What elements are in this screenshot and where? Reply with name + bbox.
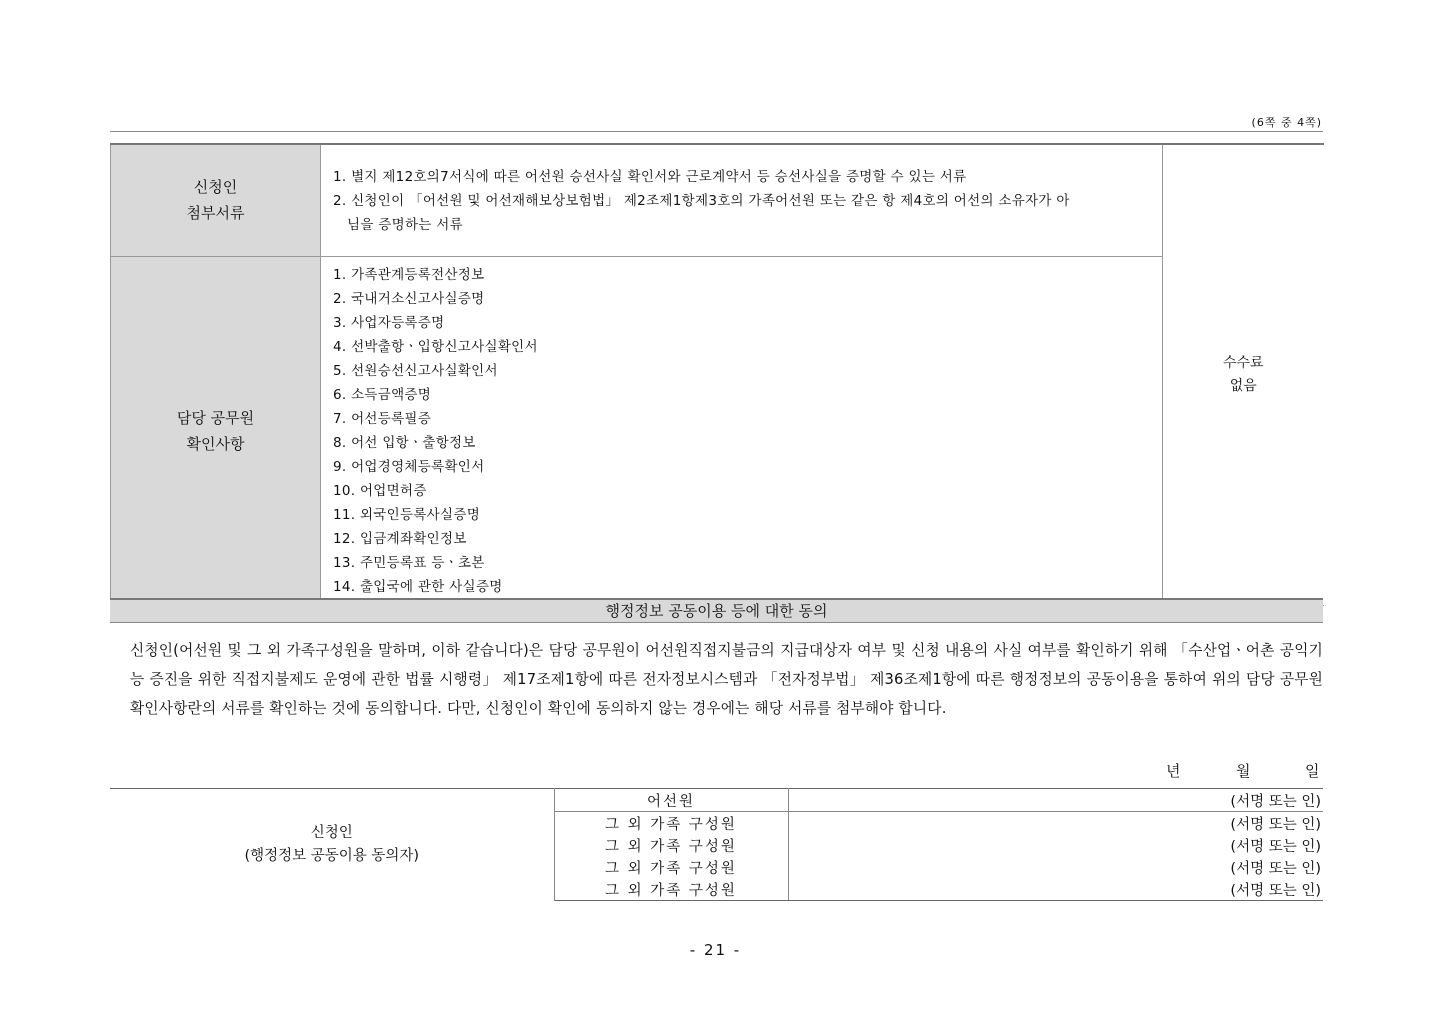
fee-value: 없음 bbox=[1229, 377, 1257, 394]
date-year-label: 년 bbox=[1166, 762, 1181, 780]
date-day-label: 일 bbox=[1305, 762, 1320, 780]
applicant-cell bbox=[110, 789, 554, 901]
signer-role: 그 외 가족 구성원 bbox=[554, 856, 788, 878]
list-item: 9. 어업경영체등록확인서 bbox=[333, 458, 485, 475]
signature-field[interactable]: (서명 또는 인) bbox=[788, 789, 1323, 812]
applicant-label: 신청인 bbox=[310, 824, 353, 841]
fee-label: 수수료 bbox=[1222, 354, 1264, 371]
attachment-item-2-cont: 님을 증명하는 서류 bbox=[347, 217, 463, 233]
signature-table bbox=[110, 788, 1323, 901]
list-item: 4. 선박출항ㆍ입항신고사실확인서 bbox=[333, 338, 538, 355]
officer-check-label-line1: 담당 공무원 bbox=[176, 408, 255, 427]
list-item: 12. 입금계좌확인정보 bbox=[333, 530, 467, 547]
list-item: 13. 주민등록표 등ㆍ초본 bbox=[333, 554, 485, 571]
attachments-row bbox=[111, 144, 1324, 256]
list-item: 10. 어업면허증 bbox=[333, 482, 427, 499]
attachments-label-line1: 신청인 bbox=[193, 178, 238, 197]
signer-role: 어선원 bbox=[554, 789, 788, 812]
list-item: 7. 어선등록필증 bbox=[333, 410, 432, 427]
signer-role: 그 외 가족 구성원 bbox=[554, 834, 788, 856]
top-rule bbox=[110, 131, 1323, 132]
attachments-label-line2: 첨부서류 bbox=[186, 204, 245, 223]
signature-field[interactable]: (서명 또는 인) bbox=[1230, 838, 1321, 855]
list-item: 14. 출입국에 관한 사실증명 bbox=[333, 578, 503, 595]
signature-field[interactable]: (서명 또는 인) bbox=[1230, 816, 1321, 833]
signer-role: 그 외 가족 구성원 bbox=[554, 878, 788, 901]
list-item: 8. 어선 입항ㆍ출항정보 bbox=[333, 434, 476, 451]
attachment-item-2: 2. 신청인이 「어선원 및 어선재해보상보험법」 제2조제1항제3호의 가족어선원 또는 같은 항 제4호의 어선의 소유자가 아 bbox=[333, 193, 1070, 209]
consent-body: 신청인(어선원 및 그 외 가족구성원을 말하며, 이하 같습니다)은 담당 공무원이 어선원직접지불금의 지급대상자 여부 및 신청 내용의 사실 여부를 확인하기 위해 「수산업ㆍ어촌 공익기능 증진을 위한 직접지불제도 운영에 관한 법률 시행령」 제17조제1항에 따른 전자정보시스템과 「전자정부법」 제36조제1항에 따른 행정정보의 공동이용을 통하여 위의 담당 공무원 확인사항란의 서류를 확인하는 것에 동의합니다. 다만, 신청인이 확인에 동의하지 않는 경우에는 해당 서류를 첨부해야 합니다. bbox=[130, 642, 1324, 717]
list-item: 5. 선원승선신고사실확인서 bbox=[333, 362, 498, 379]
consent-heading: 행정정보 공동이용 등에 대한 동의 bbox=[110, 598, 1323, 623]
attachments-list bbox=[321, 144, 1163, 256]
officer-check-list bbox=[321, 256, 1163, 605]
page-label: (6쪽 중 4쪽) bbox=[1251, 116, 1322, 129]
list-item: 6. 소득금액증명 bbox=[333, 386, 432, 403]
signature-field[interactable]: (서명 또는 인) bbox=[788, 878, 1323, 901]
list-item: 3. 사업자등록증명 bbox=[333, 314, 445, 331]
fee-cell bbox=[1163, 144, 1324, 605]
documents-table bbox=[110, 143, 1324, 606]
officer-check-label bbox=[111, 256, 321, 605]
date-month-label: 월 bbox=[1236, 762, 1251, 780]
page-number: - 21 - bbox=[689, 941, 742, 959]
list-item: 2. 국내거소신고사실증명 bbox=[333, 290, 485, 307]
signature-row bbox=[110, 789, 1323, 812]
list-item: 11. 외국인등록사실증명 bbox=[333, 506, 481, 523]
signer-role: 그 외 가족 구성원 bbox=[554, 812, 788, 835]
list-item: 1. 가족관계등록전산정보 bbox=[333, 266, 485, 283]
applicant-sublabel: (행정정보 공동이용 동의자) bbox=[244, 847, 420, 864]
officer-check-label-line2: 확인사항 bbox=[186, 434, 245, 453]
attachment-item-1: 1. 별지 제12호의7서식에 따른 어선원 승선사실 확인서와 근로계약서 등 승선사실을 증명할 수 있는 서류 bbox=[333, 169, 967, 185]
attachments-label bbox=[111, 144, 321, 256]
signature-field[interactable]: (서명 또는 인) bbox=[1230, 860, 1321, 877]
officer-check-row bbox=[111, 256, 1324, 605]
